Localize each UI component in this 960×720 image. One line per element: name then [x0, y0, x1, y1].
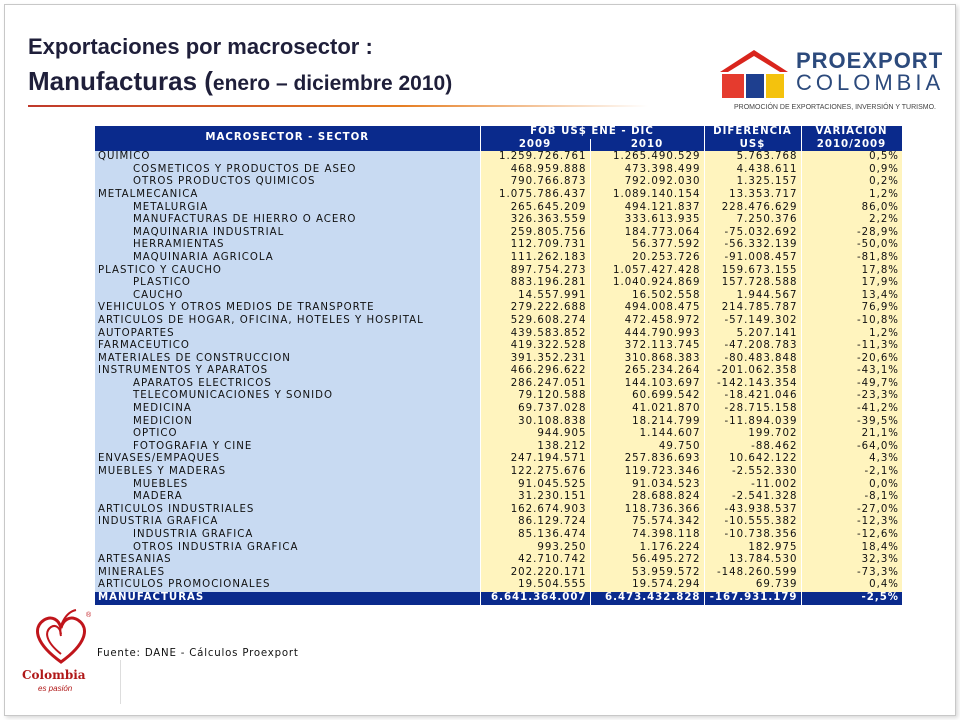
difference-cell: -47.208.783 [704, 340, 801, 353]
table-row [95, 529, 902, 542]
header-2009: 2009 [480, 139, 590, 152]
value-2010-cell: 1.144.607 [590, 428, 704, 441]
variation-cell: -8,1% [801, 491, 902, 504]
value-2010-cell: 257.836.693 [590, 453, 704, 466]
value-2009-cell: 91.045.525 [480, 479, 590, 492]
table-row [95, 441, 902, 454]
value-2009-cell: 1.259.726.761 [480, 151, 590, 164]
difference-cell: 1.325.157 [704, 176, 801, 189]
exports-table [95, 126, 903, 605]
total-2010-cell: 6.473.432.828 [590, 592, 704, 605]
table-row [95, 202, 902, 215]
value-2009-cell: 111.262.183 [480, 252, 590, 265]
sector-name-cell: MANUFACTURAS DE HIERRO O ACERO [95, 214, 480, 227]
difference-cell: -2.541.328 [704, 491, 801, 504]
table-row [95, 214, 902, 227]
sector-name-cell: MAQUINARIA INDUSTRIAL [95, 227, 480, 240]
sector-name-cell: ENVASES/EMPAQUES [95, 453, 480, 466]
table-row [95, 252, 902, 265]
table-row [95, 542, 902, 555]
variation-cell: -73,3% [801, 567, 902, 580]
table-row [95, 290, 902, 303]
header-sector: MACROSECTOR - SECTOR [95, 126, 480, 151]
value-2010-cell: 60.699.542 [590, 390, 704, 403]
sector-name-cell: ARTESANIAS [95, 554, 480, 567]
source-note: Fuente: DANE - Cálculos Proexport [97, 648, 299, 659]
header-2010: 2010 [590, 139, 704, 152]
value-2010-cell: 41.021.870 [590, 403, 704, 416]
table-row [95, 164, 902, 177]
difference-cell: -11.894.039 [704, 416, 801, 429]
sector-name-cell: OTROS PRODUCTOS QUIMICOS [95, 176, 480, 189]
registered-mark: ® [86, 612, 92, 619]
value-2009-cell: 944.905 [480, 428, 590, 441]
difference-cell: 228.476.629 [704, 202, 801, 215]
difference-cell: 157.728.588 [704, 277, 801, 290]
variation-cell: 4,3% [801, 453, 902, 466]
variation-cell: -50,0% [801, 239, 902, 252]
difference-cell: 159.673.155 [704, 265, 801, 278]
value-2009-cell: 466.296.622 [480, 365, 590, 378]
sector-name-cell: CAUCHO [95, 290, 480, 303]
table-row [95, 567, 902, 580]
difference-cell: 69.739 [704, 579, 801, 592]
value-2009-cell: 259.805.756 [480, 227, 590, 240]
difference-cell: 214.785.787 [704, 302, 801, 315]
variation-cell: 17,8% [801, 265, 902, 278]
value-2010-cell: 1.265.490.529 [590, 151, 704, 164]
table-row [95, 340, 902, 353]
variation-cell: -11,3% [801, 340, 902, 353]
value-2010-cell: 310.868.383 [590, 353, 704, 366]
variation-cell: 0,2% [801, 176, 902, 189]
table-row [95, 491, 902, 504]
value-2010-cell: 16.502.558 [590, 290, 704, 303]
variation-cell: 0,9% [801, 164, 902, 177]
colombia-logo-text: Colombia [22, 668, 86, 682]
variation-cell: 18,4% [801, 542, 902, 555]
table-row [95, 516, 902, 529]
variation-cell: -81,8% [801, 252, 902, 265]
variation-cell: 0,0% [801, 479, 902, 492]
value-2009-cell: 19.504.555 [480, 579, 590, 592]
value-2010-cell: 1.176.224 [590, 542, 704, 555]
difference-cell: -57.149.302 [704, 315, 801, 328]
header-usd: US$ [704, 139, 801, 152]
sector-name-cell: MINERALES [95, 567, 480, 580]
sector-name-cell: INSTRUMENTOS Y APARATOS [95, 365, 480, 378]
table-row [95, 151, 902, 164]
value-2010-cell: 472.458.972 [590, 315, 704, 328]
value-2010-cell: 265.234.264 [590, 365, 704, 378]
colombia-logo-tagline: es pasión [38, 684, 73, 693]
variation-cell: -64,0% [801, 441, 902, 454]
variation-cell: -2,1% [801, 466, 902, 479]
sector-name-cell: APARATOS ELECTRICOS [95, 378, 480, 391]
table-row [95, 315, 902, 328]
value-2010-cell: 20.253.726 [590, 252, 704, 265]
sector-name-cell: METALMECANICA [95, 189, 480, 202]
sector-name-cell: MATERIALES DE CONSTRUCCION [95, 353, 480, 366]
header-var: VARIACIÓN [801, 126, 902, 139]
variation-cell: -41,2% [801, 403, 902, 416]
value-2009-cell: 79.120.588 [480, 390, 590, 403]
variation-cell: 21,1% [801, 428, 902, 441]
variation-cell: 0,5% [801, 151, 902, 164]
total-name-cell: MANUFACTURAS [95, 592, 480, 605]
value-2010-cell: 56.377.592 [590, 239, 704, 252]
sector-name-cell: TELECOMUNICACIONES Y SONIDO [95, 390, 480, 403]
sector-name-cell: MEDICION [95, 416, 480, 429]
subtitle-period: enero – diciembre 2010) [212, 72, 453, 95]
value-2010-cell: 91.034.523 [590, 479, 704, 492]
variation-cell: -49,7% [801, 378, 902, 391]
table-row [95, 227, 902, 240]
difference-cell: -2.552.330 [704, 466, 801, 479]
variation-cell: -39,5% [801, 416, 902, 429]
value-2009-cell: 265.645.209 [480, 202, 590, 215]
table-row [95, 378, 902, 391]
variation-cell: 76,9% [801, 302, 902, 315]
difference-cell: -43.938.537 [704, 504, 801, 517]
value-2010-cell: 1.040.924.869 [590, 277, 704, 290]
value-2009-cell: 202.220.171 [480, 567, 590, 580]
logo-name-1: PROEXPORT [796, 48, 944, 73]
table-row [95, 277, 902, 290]
sector-name-cell: COSMETICOS Y PRODUCTOS DE ASEO [95, 164, 480, 177]
sector-name-cell: ARTICULOS DE HOGAR, OFICINA, HOTELES Y HOSPITAL [95, 315, 480, 328]
difference-cell: 5.763.768 [704, 151, 801, 164]
difference-cell: -142.143.354 [704, 378, 801, 391]
value-2009-cell: 162.674.903 [480, 504, 590, 517]
sector-name-cell: OPTICO [95, 428, 480, 441]
table-row [95, 504, 902, 517]
value-2009-cell: 42.710.742 [480, 554, 590, 567]
variation-cell: 86,0% [801, 202, 902, 215]
value-2010-cell: 1.089.140.154 [590, 189, 704, 202]
variation-cell: 0,4% [801, 579, 902, 592]
sector-name-cell: PLASTICO Y CAUCHO [95, 265, 480, 278]
value-2009-cell: 279.222.688 [480, 302, 590, 315]
table-row [95, 554, 902, 567]
table-row [95, 579, 902, 592]
difference-cell: -28.715.158 [704, 403, 801, 416]
sector-name-cell: METALURGIA [95, 202, 480, 215]
proexport-house-icon [716, 44, 792, 104]
table-row [95, 416, 902, 429]
table-body [95, 151, 902, 604]
value-2010-cell: 53.959.572 [590, 567, 704, 580]
difference-cell: 199.702 [704, 428, 801, 441]
value-2010-cell: 494.121.837 [590, 202, 704, 215]
table-row [95, 466, 902, 479]
sector-name-cell: MAQUINARIA AGRICOLA [95, 252, 480, 265]
difference-cell: -56.332.139 [704, 239, 801, 252]
variation-cell: 17,9% [801, 277, 902, 290]
variation-cell: 1,2% [801, 328, 902, 341]
value-2009-cell: 897.754.273 [480, 265, 590, 278]
sector-name-cell: OTROS INDUSTRIA GRAFICA [95, 542, 480, 555]
variation-cell: 13,4% [801, 290, 902, 303]
value-2010-cell: 333.613.935 [590, 214, 704, 227]
sector-name-cell: AUTOPARTES [95, 328, 480, 341]
value-2009-cell: 883.196.281 [480, 277, 590, 290]
value-2010-cell: 184.773.064 [590, 227, 704, 240]
value-2010-cell: 792.092.030 [590, 176, 704, 189]
variation-cell: 2,2% [801, 214, 902, 227]
slide-subtitle [28, 66, 452, 97]
value-2009-cell: 326.363.559 [480, 214, 590, 227]
difference-cell: -18.421.046 [704, 390, 801, 403]
table-row [95, 189, 902, 202]
value-2009-cell: 85.136.474 [480, 529, 590, 542]
difference-cell: -10.555.382 [704, 516, 801, 529]
sector-name-cell: QUIMICO [95, 151, 480, 164]
difference-cell: -11.002 [704, 479, 801, 492]
logo-tagline: PROMOCIÓN DE EXPORTACIONES, INVERSIÓN Y TURISMO. [734, 104, 936, 111]
value-2009-cell: 14.557.991 [480, 290, 590, 303]
value-2010-cell: 19.574.294 [590, 579, 704, 592]
sector-name-cell: VEHICULOS Y OTROS MEDIOS DE TRANSPORTE [95, 302, 480, 315]
value-2009-cell: 112.709.731 [480, 239, 590, 252]
total-2009-cell: 6.641.364.007 [480, 592, 590, 605]
value-2010-cell: 28.688.824 [590, 491, 704, 504]
difference-cell: -201.062.358 [704, 365, 801, 378]
variation-cell: 32,3% [801, 554, 902, 567]
table-row [95, 479, 902, 492]
difference-cell: 182.975 [704, 542, 801, 555]
value-2010-cell: 49.750 [590, 441, 704, 454]
value-2009-cell: 286.247.051 [480, 378, 590, 391]
difference-cell: -148.260.599 [704, 567, 801, 580]
table-row [95, 302, 902, 315]
value-2009-cell: 138.212 [480, 441, 590, 454]
value-2010-cell: 118.736.366 [590, 504, 704, 517]
table-row [95, 328, 902, 341]
value-2009-cell: 31.230.151 [480, 491, 590, 504]
value-2009-cell: 1.075.786.437 [480, 189, 590, 202]
value-2010-cell: 444.790.993 [590, 328, 704, 341]
sector-name-cell: MEDICINA [95, 403, 480, 416]
total-row [95, 592, 902, 605]
value-2009-cell: 993.250 [480, 542, 590, 555]
total-variation-cell: -2,5% [801, 592, 902, 605]
total-difference-cell: -167.931.179 [704, 592, 801, 605]
sector-name-cell: MADERA [95, 491, 480, 504]
value-2010-cell: 56.495.272 [590, 554, 704, 567]
header-period: 2010/2009 [801, 139, 902, 152]
table-row [95, 428, 902, 441]
table-row [95, 390, 902, 403]
sector-name-cell: FARMACEUTICO [95, 340, 480, 353]
header-diff: DIFERENCIA [704, 126, 801, 139]
variation-cell: -20,6% [801, 353, 902, 366]
table-row [95, 453, 902, 466]
variation-cell: -12,3% [801, 516, 902, 529]
sector-name-cell: MUEBLES Y MADERAS [95, 466, 480, 479]
table-row [95, 176, 902, 189]
difference-cell: 4.438.611 [704, 164, 801, 177]
proexport-logo [716, 40, 945, 120]
title-underline [28, 105, 648, 107]
value-2010-cell: 75.574.342 [590, 516, 704, 529]
value-2010-cell: 473.398.499 [590, 164, 704, 177]
variation-cell: -12,6% [801, 529, 902, 542]
table-row [95, 403, 902, 416]
variation-cell: -43,1% [801, 365, 902, 378]
divider [120, 660, 121, 704]
value-2010-cell: 372.113.745 [590, 340, 704, 353]
difference-cell: -88.462 [704, 441, 801, 454]
logo-name-2: COLOMBIA [796, 70, 945, 95]
table-row [95, 265, 902, 278]
sector-name-cell: INDUSTRIA GRAFICA [95, 516, 480, 529]
value-2010-cell: 494.008.475 [590, 302, 704, 315]
value-2009-cell: 69.737.028 [480, 403, 590, 416]
sector-name-cell: PLASTICO [95, 277, 480, 290]
sector-name-cell: ARTICULOS PROMOCIONALES [95, 579, 480, 592]
slide-title: Exportaciones por macrosector : [28, 34, 373, 59]
variation-cell: -27,0% [801, 504, 902, 517]
difference-cell: 5.207.141 [704, 328, 801, 341]
table-row [95, 239, 902, 252]
value-2009-cell: 468.959.888 [480, 164, 590, 177]
value-2010-cell: 119.723.346 [590, 466, 704, 479]
header-fob: FOB US$ ENE - DIC [480, 126, 704, 139]
sector-name-cell: FOTOGRAFIA Y CINE [95, 441, 480, 454]
variation-cell: -10,8% [801, 315, 902, 328]
difference-cell: 1.944.567 [704, 290, 801, 303]
variation-cell: -28,9% [801, 227, 902, 240]
value-2009-cell: 391.352.231 [480, 353, 590, 366]
difference-cell: -10.738.356 [704, 529, 801, 542]
difference-cell: -91.008.457 [704, 252, 801, 265]
difference-cell: 10.642.122 [704, 453, 801, 466]
table-row [95, 365, 902, 378]
value-2009-cell: 529.608.274 [480, 315, 590, 328]
subtitle-main: Manufacturas ( [28, 66, 213, 96]
value-2009-cell: 122.275.676 [480, 466, 590, 479]
difference-cell: 13.784.530 [704, 554, 801, 567]
variation-cell: -23,3% [801, 390, 902, 403]
sector-name-cell: MUEBLES [95, 479, 480, 492]
sector-name-cell: ARTICULOS INDUSTRIALES [95, 504, 480, 517]
value-2010-cell: 18.214.799 [590, 416, 704, 429]
difference-cell: -80.483.848 [704, 353, 801, 366]
difference-cell: 13.353.717 [704, 189, 801, 202]
table-row [95, 353, 902, 366]
value-2009-cell: 247.194.571 [480, 453, 590, 466]
value-2010-cell: 74.398.118 [590, 529, 704, 542]
value-2010-cell: 144.103.697 [590, 378, 704, 391]
difference-cell: -75.032.692 [704, 227, 801, 240]
value-2009-cell: 790.766.873 [480, 176, 590, 189]
value-2009-cell: 30.108.838 [480, 416, 590, 429]
value-2009-cell: 439.583.852 [480, 328, 590, 341]
value-2010-cell: 1.057.427.428 [590, 265, 704, 278]
value-2009-cell: 419.322.528 [480, 340, 590, 353]
sector-name-cell: HERRAMIENTAS [95, 239, 480, 252]
value-2009-cell: 86.129.724 [480, 516, 590, 529]
sector-name-cell: INDUSTRIA GRAFICA [95, 529, 480, 542]
variation-cell: 1,2% [801, 189, 902, 202]
difference-cell: 7.250.376 [704, 214, 801, 227]
